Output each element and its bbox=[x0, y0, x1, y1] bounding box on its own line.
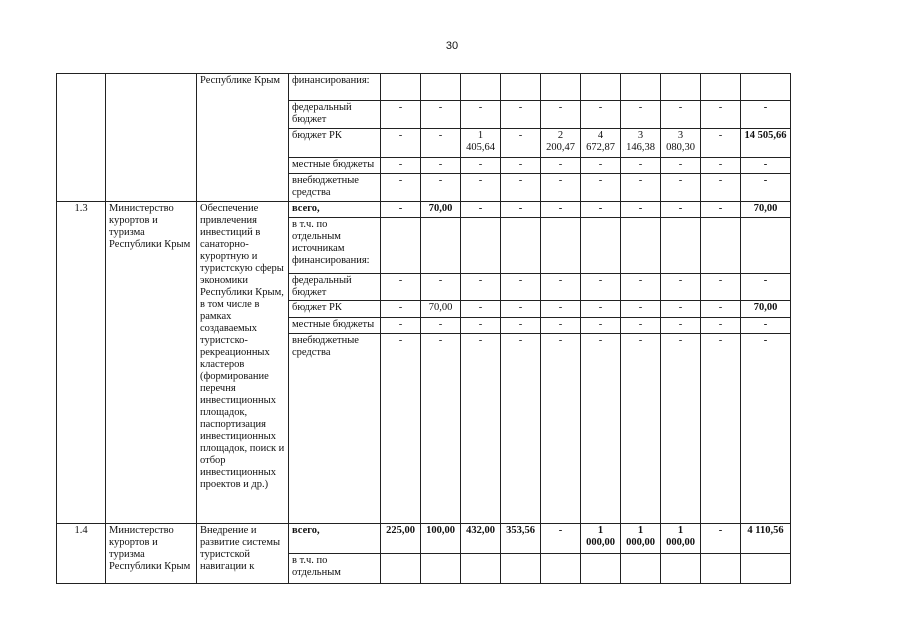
year-value-cell: - bbox=[541, 334, 581, 524]
year-value-cell: 2 200,47 bbox=[541, 129, 581, 158]
measure-cell: Внедрение и развитие системы туристской навигации к bbox=[197, 524, 289, 584]
year-value-cell: - bbox=[581, 174, 621, 202]
year-value-cell: - bbox=[501, 129, 541, 158]
year-value-cell: - bbox=[421, 274, 461, 301]
year-value-cell bbox=[421, 74, 461, 101]
year-value-cell bbox=[381, 218, 421, 274]
year-value-cell: 1 000,00 bbox=[621, 524, 661, 554]
funding-source-cell: в т.ч. по отдельным источникам финансирования: bbox=[289, 218, 381, 274]
year-value-cell: 3 080,30 bbox=[661, 129, 701, 158]
year-value-cell: 100,00 bbox=[421, 524, 461, 554]
executor-cell: Министерство курортов и туризма Республики Крым bbox=[106, 202, 197, 524]
year-value-cell: - bbox=[461, 274, 501, 301]
year-value-cell: - bbox=[621, 158, 661, 174]
year-value-cell: - bbox=[701, 101, 741, 129]
year-value-cell bbox=[701, 74, 741, 101]
year-value-cell: - bbox=[421, 101, 461, 129]
measure-cell: Обеспечение привлечения инвестиций в санаторно-курортную и туристскую сферы экономики Республики Крым, в том числе в рамках создаваемых туристско-рекреационных кластеров (формирование перечня инвестиционных площадок, паспортизация инвестиционных площадок, поиск и отбор инвестиционных проектов и др.) bbox=[197, 202, 289, 524]
year-value-cell: - bbox=[501, 301, 541, 318]
total-value-cell bbox=[741, 218, 791, 274]
year-value-cell: - bbox=[541, 158, 581, 174]
total-value-cell: - bbox=[741, 274, 791, 301]
year-value-cell: - bbox=[381, 318, 421, 334]
year-value-cell bbox=[581, 554, 621, 584]
year-value-cell bbox=[541, 218, 581, 274]
year-value-cell: - bbox=[381, 301, 421, 318]
year-value-cell: - bbox=[701, 129, 741, 158]
year-value-cell: - bbox=[621, 174, 661, 202]
year-value-cell: 3 146,38 bbox=[621, 129, 661, 158]
table-row bbox=[57, 202, 791, 218]
total-value-cell: - bbox=[741, 101, 791, 129]
year-value-cell: 70,00 bbox=[421, 301, 461, 318]
funding-source-cell: в т.ч. по отдельным bbox=[289, 554, 381, 584]
year-value-cell bbox=[621, 554, 661, 584]
funding-source-cell: бюджет РК bbox=[289, 129, 381, 158]
table-row bbox=[57, 524, 791, 554]
year-value-cell: - bbox=[461, 334, 501, 524]
funding-source-cell: федеральный бюджет bbox=[289, 274, 381, 301]
year-value-cell bbox=[701, 554, 741, 584]
year-value-cell bbox=[421, 554, 461, 584]
year-value-cell: - bbox=[621, 101, 661, 129]
funding-source-cell: финансирования: bbox=[289, 74, 381, 101]
table-row bbox=[57, 74, 791, 101]
year-value-cell: - bbox=[421, 334, 461, 524]
year-value-cell bbox=[461, 554, 501, 584]
year-value-cell bbox=[581, 74, 621, 101]
executor-cell bbox=[106, 74, 197, 202]
year-value-cell bbox=[661, 218, 701, 274]
year-value-cell: - bbox=[541, 524, 581, 554]
total-value-cell: - bbox=[741, 318, 791, 334]
year-value-cell: - bbox=[621, 334, 661, 524]
year-value-cell: - bbox=[461, 301, 501, 318]
year-value-cell: 1 000,00 bbox=[661, 524, 701, 554]
year-value-cell: - bbox=[701, 174, 741, 202]
funding-source-cell: внебюджетные средства bbox=[289, 334, 381, 524]
year-value-cell: - bbox=[541, 274, 581, 301]
year-value-cell: - bbox=[541, 301, 581, 318]
year-value-cell: - bbox=[381, 129, 421, 158]
year-value-cell: - bbox=[581, 301, 621, 318]
year-value-cell: - bbox=[501, 318, 541, 334]
year-value-cell: - bbox=[381, 334, 421, 524]
year-value-cell: - bbox=[421, 174, 461, 202]
year-value-cell bbox=[421, 218, 461, 274]
year-value-cell: 1 000,00 bbox=[581, 524, 621, 554]
year-value-cell: - bbox=[461, 318, 501, 334]
year-value-cell bbox=[501, 74, 541, 101]
year-value-cell: 225,00 bbox=[381, 524, 421, 554]
year-value-cell: - bbox=[421, 158, 461, 174]
row-number bbox=[57, 74, 106, 202]
funding-source-cell: местные бюджеты bbox=[289, 318, 381, 334]
page-number: 30 bbox=[445, 40, 459, 52]
year-value-cell: - bbox=[421, 129, 461, 158]
year-value-cell: - bbox=[501, 202, 541, 218]
year-value-cell: - bbox=[541, 101, 581, 129]
year-value-cell: - bbox=[701, 524, 741, 554]
year-value-cell: 353,56 bbox=[501, 524, 541, 554]
year-value-cell: - bbox=[581, 101, 621, 129]
year-value-cell: - bbox=[461, 202, 501, 218]
year-value-cell: 432,00 bbox=[461, 524, 501, 554]
row-number: 1.3 bbox=[57, 202, 106, 524]
year-value-cell: - bbox=[661, 101, 701, 129]
year-value-cell bbox=[541, 554, 581, 584]
year-value-cell bbox=[661, 74, 701, 101]
total-value-cell bbox=[741, 74, 791, 101]
year-value-cell: - bbox=[701, 301, 741, 318]
year-value-cell: - bbox=[621, 318, 661, 334]
year-value-cell bbox=[581, 218, 621, 274]
total-value-cell: - bbox=[741, 334, 791, 524]
measure-cell: Республике Крым bbox=[197, 74, 289, 202]
year-value-cell: - bbox=[661, 158, 701, 174]
year-value-cell: - bbox=[661, 301, 701, 318]
year-value-cell bbox=[461, 74, 501, 101]
budget-table bbox=[56, 73, 791, 584]
year-value-cell bbox=[501, 554, 541, 584]
total-value-cell: - bbox=[741, 158, 791, 174]
year-value-cell bbox=[541, 74, 581, 101]
year-value-cell: - bbox=[461, 158, 501, 174]
year-value-cell: - bbox=[701, 334, 741, 524]
year-value-cell bbox=[621, 218, 661, 274]
funding-source-cell: местные бюджеты bbox=[289, 158, 381, 174]
year-value-cell: - bbox=[541, 174, 581, 202]
year-value-cell: - bbox=[581, 318, 621, 334]
year-value-cell: 4 672,87 bbox=[581, 129, 621, 158]
year-value-cell: - bbox=[581, 158, 621, 174]
year-value-cell: - bbox=[381, 174, 421, 202]
year-value-cell: - bbox=[381, 274, 421, 301]
year-value-cell: - bbox=[701, 158, 741, 174]
year-value-cell: - bbox=[621, 301, 661, 318]
total-value-cell: 14 505,66 bbox=[741, 129, 791, 158]
year-value-cell: - bbox=[421, 318, 461, 334]
year-value-cell: - bbox=[461, 101, 501, 129]
executor-cell: Министерство курортов и туризма Республики Крым bbox=[106, 524, 197, 584]
year-value-cell: - bbox=[501, 174, 541, 202]
total-value-cell: - bbox=[741, 174, 791, 202]
year-value-cell: - bbox=[581, 334, 621, 524]
year-value-cell: 1 405,64 bbox=[461, 129, 501, 158]
year-value-cell: - bbox=[581, 202, 621, 218]
year-value-cell: - bbox=[581, 274, 621, 301]
total-value-cell bbox=[741, 554, 791, 584]
year-value-cell: - bbox=[661, 174, 701, 202]
year-value-cell: 70,00 bbox=[421, 202, 461, 218]
year-value-cell: - bbox=[621, 202, 661, 218]
year-value-cell bbox=[661, 554, 701, 584]
total-value-cell: 4 110,56 bbox=[741, 524, 791, 554]
year-value-cell: - bbox=[661, 202, 701, 218]
year-value-cell: - bbox=[701, 202, 741, 218]
year-value-cell bbox=[381, 74, 421, 101]
year-value-cell: - bbox=[661, 274, 701, 301]
year-value-cell: - bbox=[541, 318, 581, 334]
year-value-cell: - bbox=[541, 202, 581, 218]
year-value-cell: - bbox=[381, 101, 421, 129]
year-value-cell bbox=[501, 218, 541, 274]
year-value-cell: - bbox=[501, 158, 541, 174]
year-value-cell: - bbox=[381, 158, 421, 174]
year-value-cell bbox=[381, 554, 421, 584]
year-value-cell bbox=[621, 74, 661, 101]
funding-source-cell: всего, bbox=[289, 524, 381, 554]
total-value-cell: 70,00 bbox=[741, 202, 791, 218]
year-value-cell: - bbox=[501, 334, 541, 524]
year-value-cell: - bbox=[701, 274, 741, 301]
funding-source-cell: бюджет РК bbox=[289, 301, 381, 318]
year-value-cell: - bbox=[661, 318, 701, 334]
year-value-cell: - bbox=[661, 334, 701, 524]
year-value-cell: - bbox=[701, 318, 741, 334]
total-value-cell: 70,00 bbox=[741, 301, 791, 318]
funding-source-cell: внебюджетные средства bbox=[289, 174, 381, 202]
year-value-cell: - bbox=[621, 274, 661, 301]
funding-source-cell: федеральный бюджет bbox=[289, 101, 381, 129]
funding-source-cell: всего, bbox=[289, 202, 381, 218]
year-value-cell: - bbox=[501, 274, 541, 301]
year-value-cell: - bbox=[461, 174, 501, 202]
year-value-cell bbox=[461, 218, 501, 274]
year-value-cell: - bbox=[501, 101, 541, 129]
row-number: 1.4 bbox=[57, 524, 106, 584]
year-value-cell bbox=[701, 218, 741, 274]
year-value-cell: - bbox=[381, 202, 421, 218]
